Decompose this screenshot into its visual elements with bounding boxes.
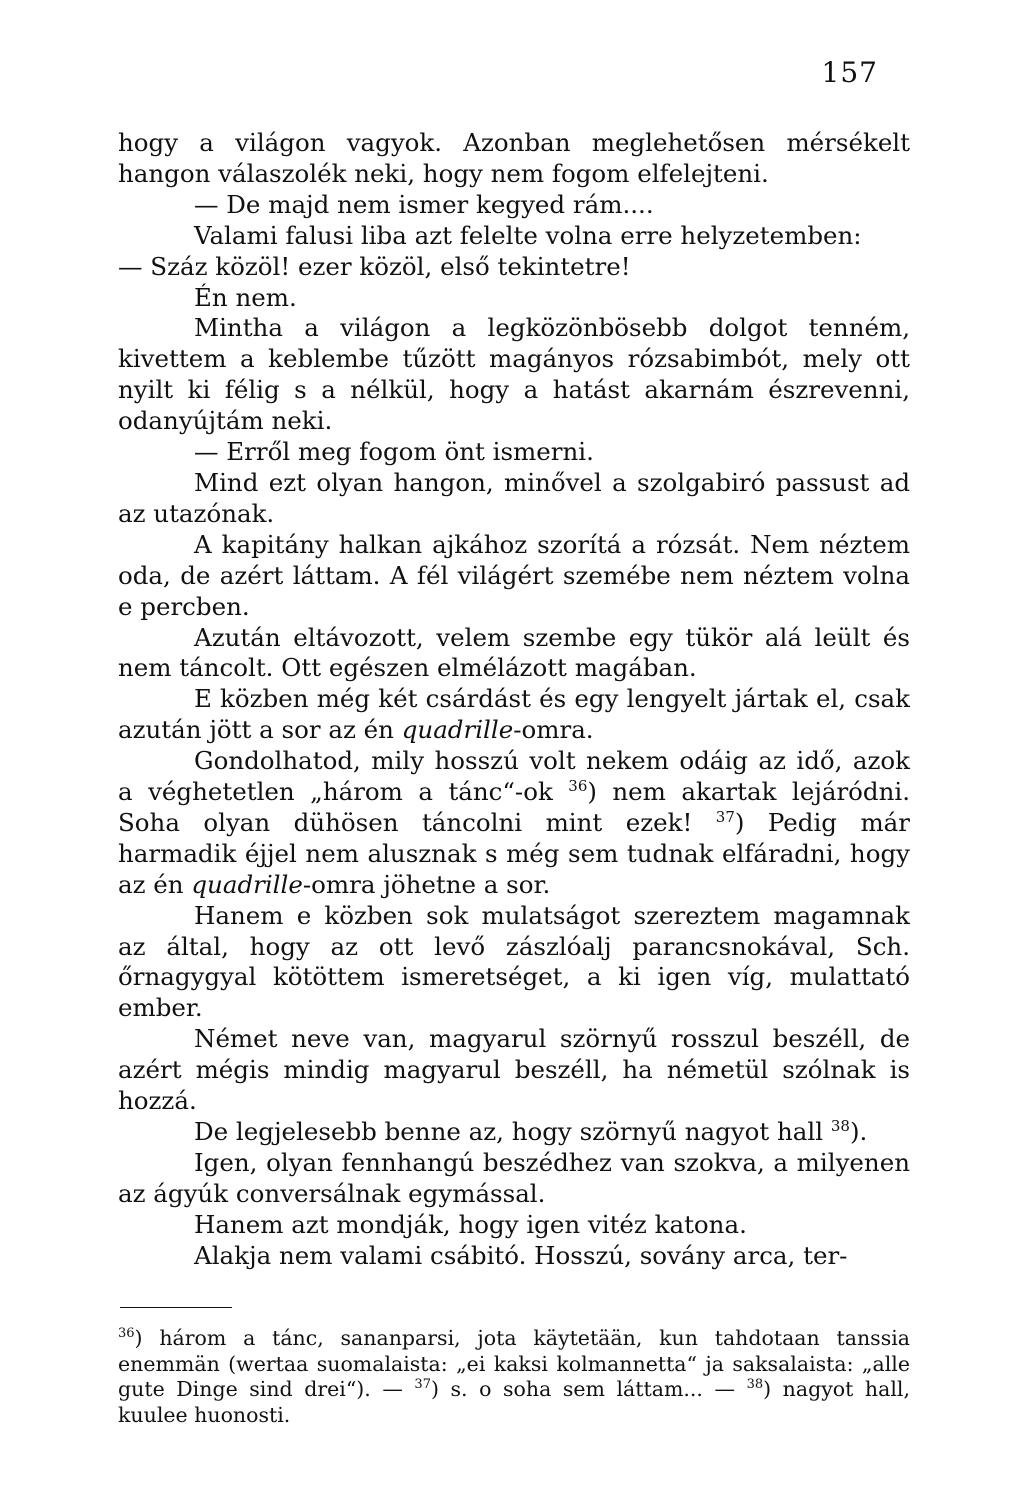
paragraph: Hanem azt mondják, hogy igen vitéz katona. [194,1209,747,1239]
italic-term: quadrille [401,715,514,745]
paragraph [118,684,910,746]
footnote-text: ) nagyot hall, kuulee huonosti. [118,1377,910,1427]
text-run: Gondolhatod, mily hosszú volt nekem odáig az idő, azok a véghetetlen „három a tánc“-ok [118,746,910,807]
footnote-number: 36 [118,1326,135,1342]
paragraph: Mintha a világon a legközönbösebb dolgot tenném, kivettem a keblembe tűzött magányos rózsabimbót, mely ott nyilt ki félig s a nélkül, hogy a hatást akarnám észrevenni, odanyújtám neki. [118,313,910,436]
paragraph: Valami falusi liba azt felelte volna erre helyzetemben: [194,220,862,250]
paragraph: A kapitány halkan ajkához szorítá a rózsát. Nem néztem oda, de azért láttam. A fél világért szemébe nem néztem volna e percben. [118,529,910,621]
paragraph: Hanem e közben sok mulatságot szereztem magamnak az által, hogy az ott levő zászlóalj parancsnokával, Sch. őrnagygyal kötöttem ismeretséget, a ki igen víg, mulattató ember. [118,900,910,1023]
footnote-text: ) s. o soha sem láttam... — [430,1377,747,1401]
paragraph [118,1117,910,1148]
text-run: -omra. [513,715,594,745]
text-run: ). [849,1117,868,1146]
text-run: ) nem akartak lejáródni. Soha olyan dühösen táncolni mint ezek! [118,777,910,837]
footnote-ref: 36 [568,776,588,795]
footnotes [118,1326,910,1428]
paragraph: Azután eltávozott, velem szembe egy tükör alá leült és nem táncolt. Ott egészen elmélázott magában. [118,622,910,683]
paragraph: — Száz közöl! ezer közöl, első tekintetre! [118,251,631,281]
paragraph: Én nem. [194,282,297,312]
page-number: 157 [821,56,878,89]
footnote-ref: 38 [830,1116,850,1135]
paragraph: — De majd nem ismer kegyed rám.... [194,189,654,219]
paragraph: Igen, olyan fennhangú beszédhez van szokva, a milyenen az ágyúk conversálnak egymással. [118,1147,910,1208]
paragraph: Alakja nem valami csábitó. Hosszú, sovány arca, ter- [194,1240,848,1270]
text-run: E közben még két csárdást és egy lengyelt jártak el, csak azután jött a sor az én [118,684,910,745]
footnote-text: ) három a tánc, sananparsi, jota käytetään, kun tahdotaan tanssia enemmän (wertaa suomalaista: „ei kaksi kolmannetta“ ja saksalaista: „alle gute Dinge sind drei“). — [118,1326,910,1401]
footnote-ref: 37 [715,807,735,826]
paragraph: Mind ezt olyan hangon, minővel a szolgabiró passust ad az utazónak. [118,467,910,528]
footnote-divider [120,1307,232,1308]
paragraph [118,746,910,901]
italic-term: quadrille [191,869,303,899]
text-run: De legjelesebb benne az, hogy szörnyű nagyot hall [194,1117,831,1146]
text-run: -omra jöhetne a sor. [302,869,551,899]
paragraph: Német neve van, magyarul szörnyű rosszul beszéll, de azért mégis mindig magyarul beszéll, ha németül szólnak is hozzá. [118,1024,910,1116]
text-run: ) Pedig már harmadik éjjel nem alusznak s még sem tudnak elfáradni, hogy az én [118,807,910,899]
body-text [118,128,910,1272]
paragraph: — Erről meg fogom önt ismerni. [194,437,594,467]
paragraph: hogy a világon vagyok. Azonban meglehetősen mérsékelt hangon válaszolék neki, hogy nem fogom elfelejteni. [118,128,910,188]
footnote-number: 37 [414,1377,431,1393]
footnote-number: 38 [746,1377,764,1393]
